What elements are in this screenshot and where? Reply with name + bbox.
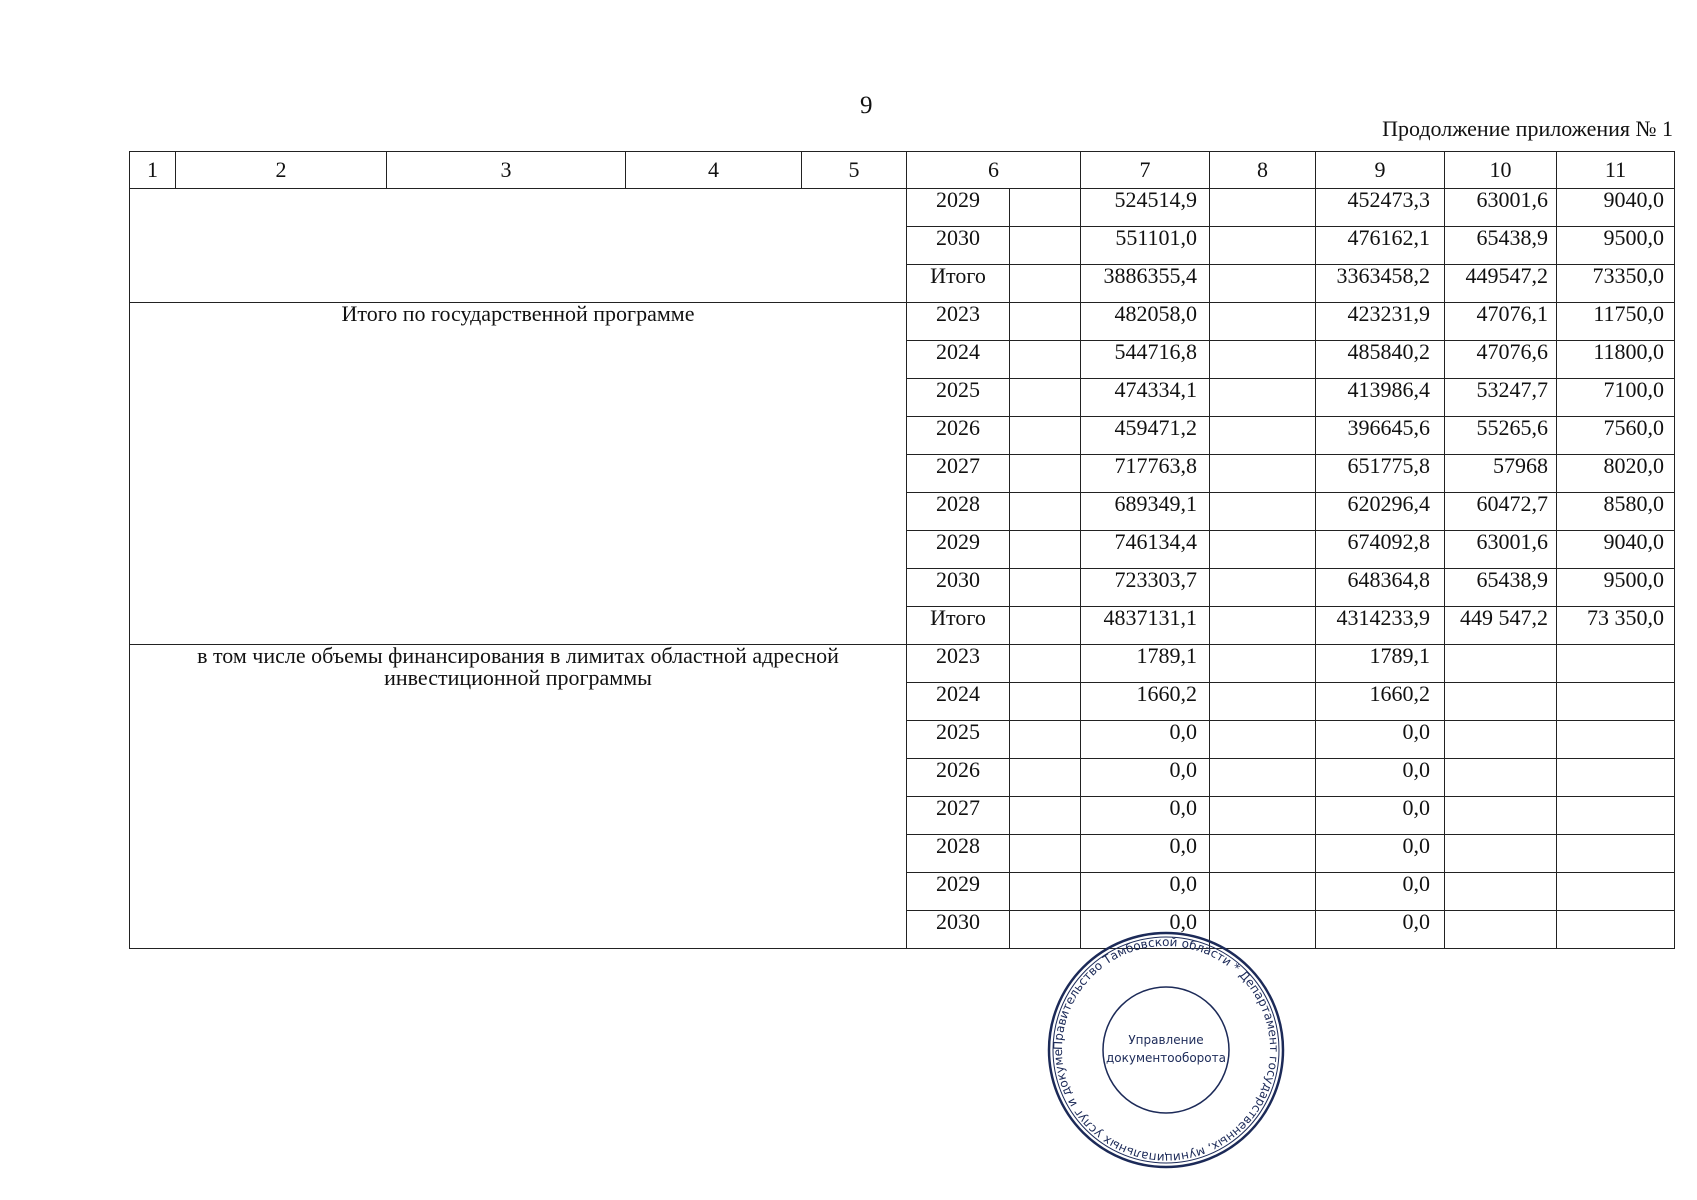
value-cell-col-9: 485840,2: [1316, 341, 1445, 379]
value-cell-col-8: [1210, 683, 1316, 721]
value-cell-col-8: [1210, 607, 1316, 645]
value-cell-col-11: [1557, 835, 1675, 873]
value-cell-col-8: [1210, 759, 1316, 797]
value-cell-col-11: 7560,0: [1557, 417, 1675, 455]
empty-cell: [1010, 873, 1081, 911]
empty-cell: [1010, 835, 1081, 873]
value-cell-col-11: 73350,0: [1557, 265, 1675, 303]
value-cell-col-11: [1557, 683, 1675, 721]
col-header-4: 4: [626, 152, 802, 189]
value-cell-col-7: 0,0: [1081, 759, 1210, 797]
empty-cell: [1010, 341, 1081, 379]
value-cell-col-10: [1445, 911, 1557, 949]
year-cell: 2024: [907, 341, 1010, 379]
value-cell-col-7: 4837131,1: [1081, 607, 1210, 645]
value-cell-col-10: 65438,9: [1445, 227, 1557, 265]
year-cell: 2030: [907, 911, 1010, 949]
col-header-9: 9: [1316, 152, 1445, 189]
value-cell-col-10: 63001,6: [1445, 531, 1557, 569]
empty-cell: [1010, 683, 1081, 721]
empty-cell: [1010, 759, 1081, 797]
value-cell-col-11: 8580,0: [1557, 493, 1675, 531]
value-cell-col-10: [1445, 873, 1557, 911]
value-cell-col-7: 3886355,4: [1081, 265, 1210, 303]
column-number-header: [130, 152, 1675, 189]
value-cell-col-7: 524514,9: [1081, 189, 1210, 227]
empty-cell: [1010, 265, 1081, 303]
value-cell-col-8: [1210, 645, 1316, 683]
row-group-label: [130, 189, 907, 303]
seal-center-line-2: документооборота: [1106, 1051, 1226, 1065]
table-row: [130, 189, 1675, 227]
value-cell-col-10: 47076,1: [1445, 303, 1557, 341]
value-cell-col-8: [1210, 303, 1316, 341]
value-cell-col-11: [1557, 797, 1675, 835]
seal-center-line-1: Управление: [1128, 1033, 1204, 1047]
value-cell-col-7: 0,0: [1081, 797, 1210, 835]
value-cell-col-7: 717763,8: [1081, 455, 1210, 493]
value-cell-col-9: 423231,9: [1316, 303, 1445, 341]
value-cell-col-10: 449547,2: [1445, 265, 1557, 303]
value-cell-col-8: [1210, 341, 1316, 379]
value-cell-col-10: [1445, 721, 1557, 759]
value-cell-col-9: 4314233,9: [1316, 607, 1445, 645]
appendix-continuation-note: Продолжение приложения № 1: [1382, 116, 1673, 141]
value-cell-col-11: [1557, 759, 1675, 797]
empty-cell: [1010, 417, 1081, 455]
value-cell-col-9: 0,0: [1316, 873, 1445, 911]
value-cell-col-10: 65438,9: [1445, 569, 1557, 607]
value-cell-col-11: 11800,0: [1557, 341, 1675, 379]
value-cell-col-10: 63001,6: [1445, 189, 1557, 227]
value-cell-col-10: 55265,6: [1445, 417, 1557, 455]
value-cell-col-10: [1445, 683, 1557, 721]
year-cell: 2028: [907, 493, 1010, 531]
value-cell-col-8: [1210, 721, 1316, 759]
year-cell: 2023: [907, 645, 1010, 683]
value-cell-col-9: 674092,8: [1316, 531, 1445, 569]
col-header-6: 6: [907, 152, 1081, 189]
value-cell-col-10: [1445, 797, 1557, 835]
row-group-label: Итого по государственной программе: [130, 303, 907, 645]
col-header-10: 10: [1445, 152, 1557, 189]
value-cell-col-8: [1210, 379, 1316, 417]
year-cell: Итого: [907, 265, 1010, 303]
value-cell-col-9: 0,0: [1316, 835, 1445, 873]
value-cell-col-10: [1445, 645, 1557, 683]
value-cell-col-8: [1210, 417, 1316, 455]
col-header-5: 5: [802, 152, 907, 189]
empty-cell: [1010, 607, 1081, 645]
value-cell-col-7: 0,0: [1081, 873, 1210, 911]
year-cell: 2027: [907, 797, 1010, 835]
value-cell-col-9: 1789,1: [1316, 645, 1445, 683]
col-header-8: 8: [1210, 152, 1316, 189]
year-cell: 2026: [907, 417, 1010, 455]
header-row: [130, 152, 1675, 189]
year-cell: 2026: [907, 759, 1010, 797]
value-cell-col-10: 60472,7: [1445, 493, 1557, 531]
value-cell-col-10: 449 547,2: [1445, 607, 1557, 645]
table-row: [130, 645, 1675, 683]
value-cell-col-7: 0,0: [1081, 721, 1210, 759]
value-cell-col-10: 53247,7: [1445, 379, 1557, 417]
value-cell-col-10: 57968: [1445, 455, 1557, 493]
empty-cell: [1010, 569, 1081, 607]
year-cell: 2025: [907, 721, 1010, 759]
value-cell-col-11: 11750,0: [1557, 303, 1675, 341]
value-cell-col-7: 723303,7: [1081, 569, 1210, 607]
year-cell: 2025: [907, 379, 1010, 417]
year-cell: 2029: [907, 531, 1010, 569]
value-cell-col-8: [1210, 873, 1316, 911]
value-cell-col-11: [1557, 721, 1675, 759]
value-cell-col-7: 551101,0: [1081, 227, 1210, 265]
empty-cell: [1010, 531, 1081, 569]
value-cell-col-9: 651775,8: [1316, 455, 1445, 493]
empty-cell: [1010, 189, 1081, 227]
value-cell-col-8: [1210, 569, 1316, 607]
table-row: [130, 303, 1675, 341]
year-cell: 2024: [907, 683, 1010, 721]
col-header-11: 11: [1557, 152, 1675, 189]
value-cell-col-7: 544716,8: [1081, 341, 1210, 379]
value-cell-col-9: 476162,1: [1316, 227, 1445, 265]
value-cell-col-7: 474334,1: [1081, 379, 1210, 417]
value-cell-col-8: [1210, 531, 1316, 569]
year-cell: Итого: [907, 607, 1010, 645]
row-group-label: в том числе объемы финансирования в лимитах областной адресной инвестиционной программы: [130, 645, 907, 949]
empty-cell: [1010, 721, 1081, 759]
value-cell-col-9: 3363458,2: [1316, 265, 1445, 303]
value-cell-col-7: 1660,2: [1081, 683, 1210, 721]
value-cell-col-10: 47076,6: [1445, 341, 1557, 379]
year-cell: 2030: [907, 569, 1010, 607]
value-cell-col-9: 0,0: [1316, 911, 1445, 949]
value-cell-col-8: [1210, 797, 1316, 835]
year-cell: 2029: [907, 873, 1010, 911]
value-cell-col-11: 9040,0: [1557, 531, 1675, 569]
empty-cell: [1010, 303, 1081, 341]
value-cell-col-7: 482058,0: [1081, 303, 1210, 341]
value-cell-col-8: [1210, 265, 1316, 303]
value-cell-col-7: 746134,4: [1081, 531, 1210, 569]
empty-cell: [1010, 227, 1081, 265]
value-cell-col-10: [1445, 835, 1557, 873]
value-cell-col-9: 452473,3: [1316, 189, 1445, 227]
value-cell-col-9: 0,0: [1316, 721, 1445, 759]
page-number: 9: [860, 92, 873, 119]
value-cell-col-11: 7100,0: [1557, 379, 1675, 417]
year-cell: 2028: [907, 835, 1010, 873]
value-cell-col-8: [1210, 455, 1316, 493]
empty-cell: [1010, 797, 1081, 835]
value-cell-col-8: [1210, 493, 1316, 531]
value-cell-col-9: 396645,6: [1316, 417, 1445, 455]
value-cell-col-11: 9040,0: [1557, 189, 1675, 227]
year-cell: 2029: [907, 189, 1010, 227]
year-cell: 2027: [907, 455, 1010, 493]
value-cell-col-7: 0,0: [1081, 835, 1210, 873]
value-cell-col-9: 413986,4: [1316, 379, 1445, 417]
official-seal: [1046, 930, 1286, 1170]
value-cell-col-7: 1789,1: [1081, 645, 1210, 683]
col-header-3: 3: [387, 152, 626, 189]
financing-table: [129, 151, 1675, 949]
value-cell-col-9: 1660,2: [1316, 683, 1445, 721]
value-cell-col-9: 0,0: [1316, 759, 1445, 797]
value-cell-col-7: 689349,1: [1081, 493, 1210, 531]
col-header-1: 1: [130, 152, 176, 189]
empty-cell: [1010, 379, 1081, 417]
value-cell-col-11: 73 350,0: [1557, 607, 1675, 645]
value-cell-col-8: [1210, 227, 1316, 265]
col-header-2: 2: [176, 152, 387, 189]
value-cell-col-9: 648364,8: [1316, 569, 1445, 607]
seal-ring-text: Правительство Тамбовской области * Департамент государственных, муниципальных услуг и докуме: [1050, 934, 1282, 1166]
empty-cell: [1010, 493, 1081, 531]
value-cell-col-9: 620296,4: [1316, 493, 1445, 531]
empty-cell: [1010, 645, 1081, 683]
value-cell-col-8: [1210, 835, 1316, 873]
value-cell-col-11: 9500,0: [1557, 569, 1675, 607]
value-cell-col-11: 9500,0: [1557, 227, 1675, 265]
value-cell-col-11: [1557, 645, 1675, 683]
value-cell-col-7: 459471,2: [1081, 417, 1210, 455]
year-cell: 2030: [907, 227, 1010, 265]
empty-cell: [1010, 455, 1081, 493]
value-cell-col-10: [1445, 759, 1557, 797]
col-header-7: 7: [1081, 152, 1210, 189]
value-cell-col-7: 0,0: [1081, 911, 1210, 949]
year-cell: 2023: [907, 303, 1010, 341]
value-cell-col-11: 8020,0: [1557, 455, 1675, 493]
value-cell-col-9: 0,0: [1316, 797, 1445, 835]
table-body: [130, 189, 1675, 949]
value-cell-col-11: [1557, 911, 1675, 949]
value-cell-col-11: [1557, 873, 1675, 911]
value-cell-col-8: [1210, 189, 1316, 227]
